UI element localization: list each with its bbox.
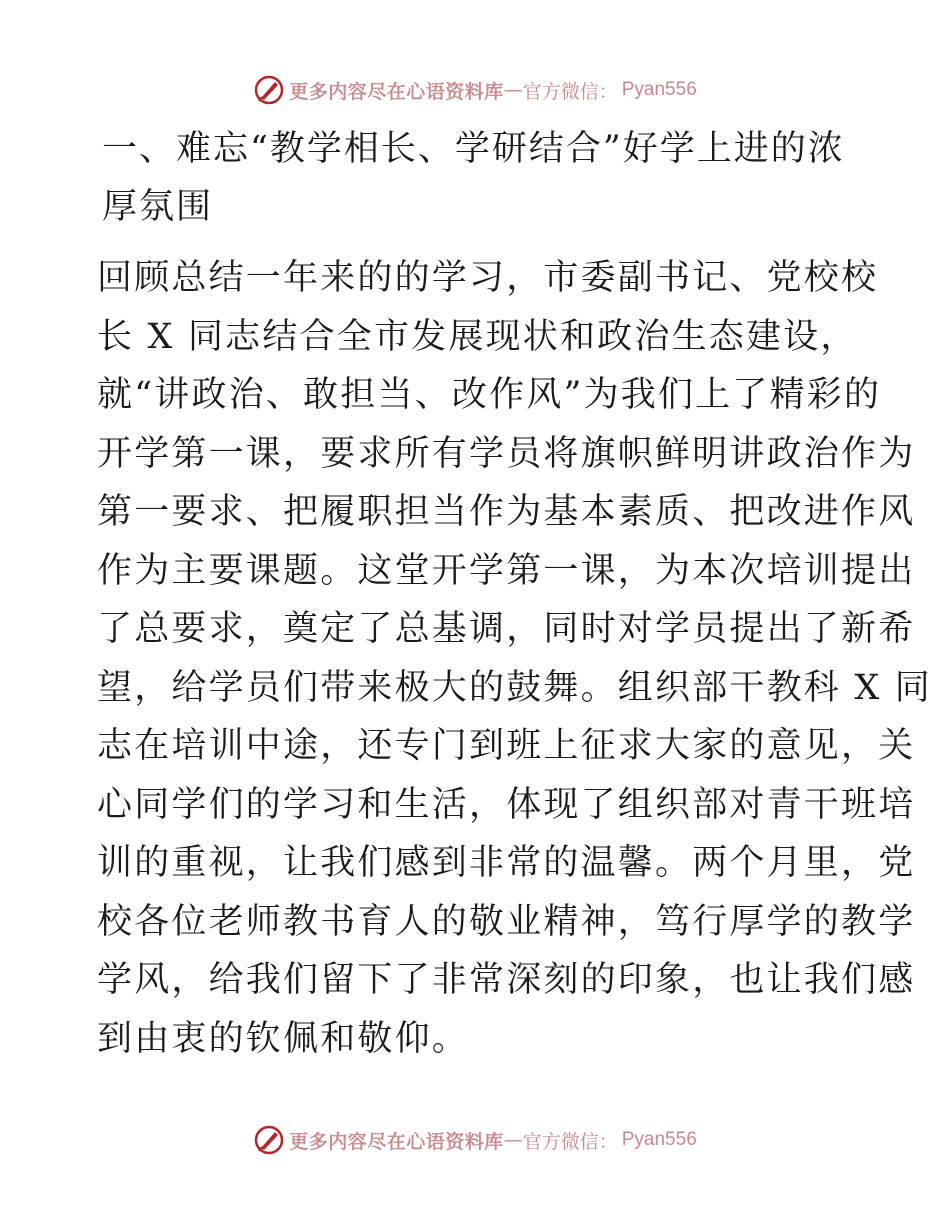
- watermark-text: 更多内容尽在心语资料库: [289, 80, 504, 103]
- quill-logo-icon: [253, 74, 285, 106]
- body-line: 到由衷的钦佩和敬仰。: [97, 1019, 470, 1059]
- body-line: 第一要求、把履职担当作为基本素质、把改进作风: [97, 492, 916, 532]
- footer-watermark: [0, 1123, 950, 1157]
- body-line: 开学第一课，要求所有学员将旗帜鲜明讲政治作为: [97, 434, 916, 474]
- watermark-wechat-label: 官方微信：: [522, 80, 618, 103]
- header-watermark: [0, 73, 950, 107]
- quill-logo-icon: [253, 1124, 285, 1156]
- watermark-wechat-id: Pyan556: [621, 1129, 697, 1150]
- body-line: 了总要求，奠定了总基调，同时对学员提出了新希: [97, 609, 916, 649]
- watermark-separator: —: [503, 79, 523, 101]
- body-line: 训的重视，让我们感到非常的温馨。两个月里，党: [97, 843, 916, 883]
- watermark-wechat-label: 官方微信：: [522, 1130, 618, 1153]
- body-line: 作为主要课题。这堂开学第一课，为本次培训提出: [97, 551, 916, 591]
- body-line: 望，给学员们带来极大的鼓舞。组织部干教科 X 同: [97, 668, 932, 708]
- watermark-wechat-id: Pyan556: [621, 79, 697, 100]
- body-line: 就“讲政治、敢担当、改作风”为我们上了精彩的: [97, 375, 882, 415]
- body-line: 校各位老师教书育人的敬业精神，笃行厚学的教学: [97, 902, 916, 942]
- section-heading-line-2: 厚氛围: [102, 187, 214, 227]
- body-line: 心同学们的学习和生活，体现了组织部对青干班培: [97, 785, 916, 825]
- section-heading-line-1: 一、难忘“教学相长、学研结合”好学上进的浓: [102, 129, 845, 169]
- body-line: 学风，给我们留下了非常深刻的印象，也让我们感: [97, 960, 916, 1000]
- section-heading: [102, 120, 862, 236]
- watermark-text: 更多内容尽在心语资料库: [289, 1130, 504, 1153]
- body-line: 志在培训中途，还专门到班上征求大家的意见，关: [97, 726, 916, 766]
- body-line: 长 X 同志结合全市发展现状和政治生态建设，: [97, 317, 858, 357]
- watermark-separator: —: [503, 1129, 523, 1151]
- body-line: 回顾总结一年来的的学习，市委副书记、党校校: [97, 258, 879, 298]
